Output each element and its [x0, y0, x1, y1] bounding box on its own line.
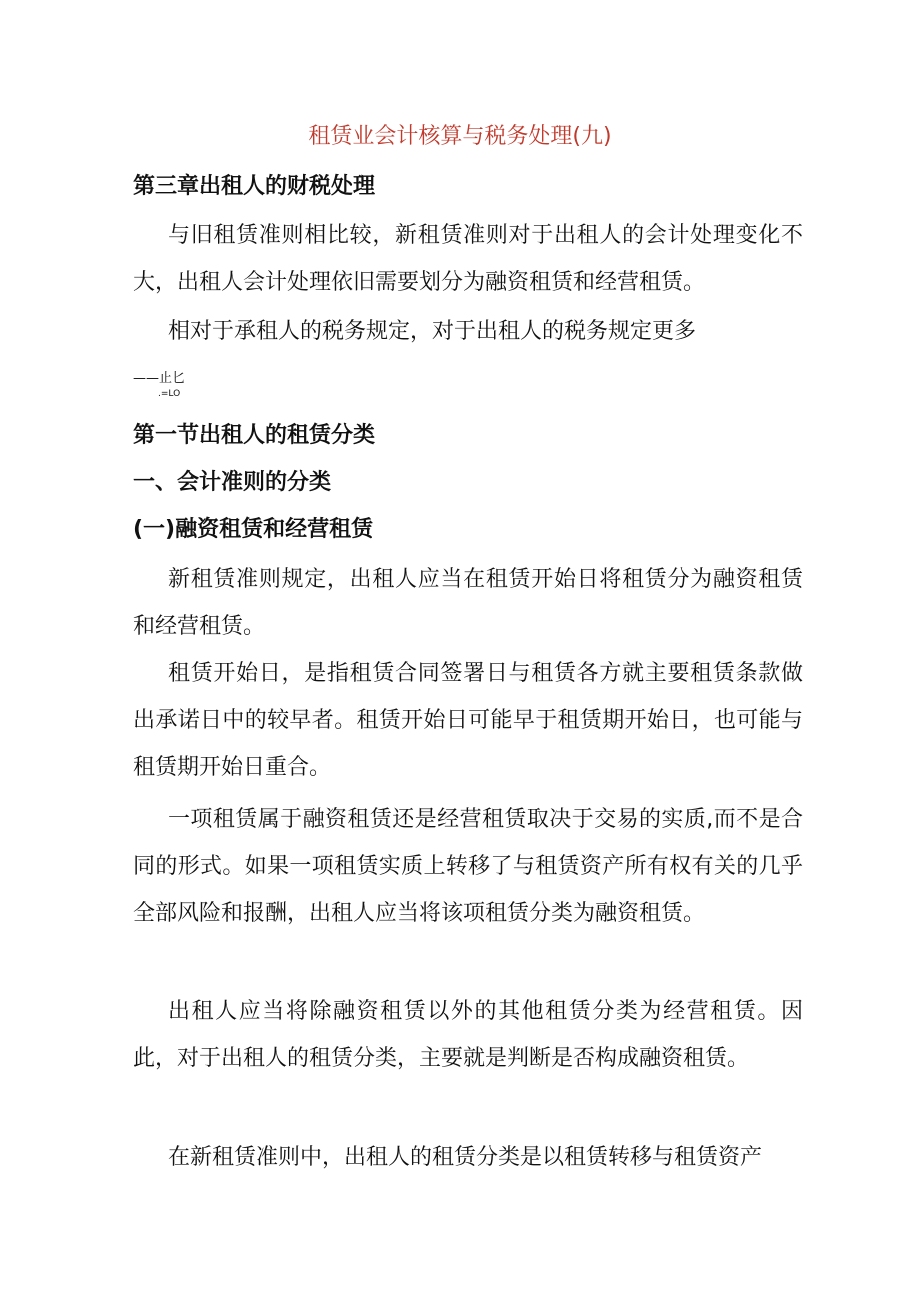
body-paragraph: 在新租赁准则中，出租人的租赁分类是以租赁转移与租赁资产 [168, 1145, 763, 1170]
body-paragraph: 一项租赁属于融资租赁还是经营租赁取决于交易的实质,而不是合同的形式。如果一项租赁实质上转移了与租赁资产所有权有关的几乎全部风险和报酬，出租人应当将该项租赁分类为融资租赁。 [133, 807, 803, 926]
body-paragraph: 租赁开始日，是指租赁合同签署日与租赁各方就主要租赁条款做出承诺日中的较早者。租赁开始日可能早于租赁期开始日，也可能与租赁期开始日重合。 [133, 661, 803, 780]
intro-paragraph: 与旧租赁准则相比较，新租赁准则对于出租人的会计处理变化不大，出租人会计处理依旧需要划分为融资租赁和经营租赁。 [133, 223, 803, 295]
subsubsection-heading: (一)融资租赁和经营租赁 [133, 517, 374, 542]
body-paragraph: 出租人应当将除融资租赁以外的其他租赁分类为经营租赁。因此，对于出租人的租赁分类，主要就是判断是否构成融资租赁。 [133, 999, 803, 1071]
garbled-fragment-sub: .=LO [158, 389, 181, 399]
chapter-heading: 第三章出租人的财税处理 [133, 174, 376, 199]
garbled-fragment: ——止匕 [133, 371, 186, 386]
document-title: 租赁业会计核算与税务处理(九) [308, 124, 612, 149]
section-heading: 第一节出租人的租赁分类 [133, 423, 376, 448]
body-paragraph: 新租赁准则规定，出租人应当在租赁开始日将租赁分为融资租赁和经营租赁。 [133, 567, 803, 639]
intro-paragraph: 相对于承租人的税务规定，对于出租人的税务规定更多 [168, 319, 697, 344]
subsection-heading: 一、会计准则的分类 [133, 470, 332, 495]
